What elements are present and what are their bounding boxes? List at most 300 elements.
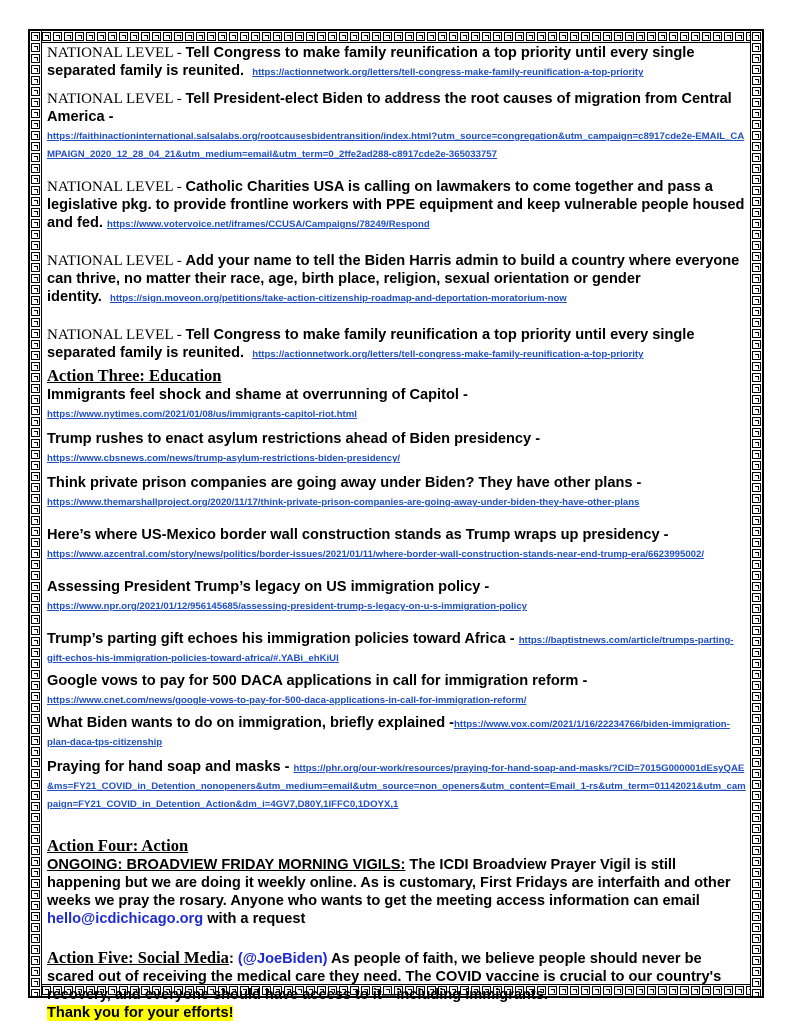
greek-key-motif (31, 725, 40, 734)
greek-key-motif (207, 32, 216, 41)
greek-key-motif (152, 32, 161, 41)
greek-key-motif (31, 98, 40, 107)
greek-key-motif (31, 186, 40, 195)
greek-key-motif (31, 87, 40, 96)
social-colon: : (228, 951, 238, 967)
national-item-4 (47, 252, 747, 306)
education-heading: Action Three: Education (47, 366, 222, 385)
greek-key-motif (339, 32, 348, 41)
greek-key-motif (31, 571, 40, 580)
greek-key-motif (702, 32, 711, 41)
greek-key-motif (31, 857, 40, 866)
thanks-note: Thank you for your efforts! (47, 1005, 234, 1021)
greek-key-motif (31, 736, 40, 745)
greek-key-motif (31, 604, 40, 613)
greek-key-motif (262, 32, 271, 41)
greek-key-motif (752, 131, 761, 140)
education-link[interactable]: https://www.npr.org/2021/01/12/956145685/assessing-president-trump-s-legacy-on-u-s-immigration-policy (47, 601, 528, 612)
vigil-text: The ICDI Broadview Prayer Vigil is still happening but we are doing it weekly online. As is customary, First Fridays are interfaith and other weeks we pray the rosary. Anyone who wants to get the meeting access information can email (47, 857, 731, 909)
greek-key-motif (752, 956, 761, 965)
greek-key-motif (31, 637, 40, 646)
greek-key-motif (31, 120, 40, 129)
greek-key-motif (515, 32, 524, 41)
greek-key-motif (31, 791, 40, 800)
greek-key-motif (471, 32, 480, 41)
greek-key-motif (752, 681, 761, 690)
greek-key-motif (752, 879, 761, 888)
greek-key-motif (31, 76, 40, 85)
greek-key-motif (548, 32, 557, 41)
greek-key-motif (31, 241, 40, 250)
social-handle[interactable]: (@JoeBiden) (237, 951, 328, 967)
greek-key-motif (31, 472, 40, 481)
greek-key-motif (31, 582, 40, 591)
greek-key-motif (691, 32, 700, 41)
greek-key-motif (752, 197, 761, 206)
greek-key-motif (31, 494, 40, 503)
greek-key-motif (625, 32, 634, 41)
greek-key-motif (31, 714, 40, 723)
greek-key-motif (752, 285, 761, 294)
greek-key-motif (752, 65, 761, 74)
greek-key-motif (752, 417, 761, 426)
greek-key-motif (752, 769, 761, 778)
greek-key-motif (31, 483, 40, 492)
education-item (47, 630, 747, 666)
education-link[interactable]: https://www.vox.com/2021/1/16/22234766/biden-immigration-plan-daca-tps-citizenship (47, 719, 730, 748)
greek-key-motif (752, 329, 761, 338)
greek-key-motif (31, 417, 40, 426)
greek-key-motif (752, 208, 761, 217)
greek-key-motif (31, 538, 40, 547)
greek-key-motif (460, 32, 469, 41)
greek-key-motif (647, 32, 656, 41)
social-paragraph (47, 948, 747, 1022)
greek-key-motif (31, 340, 40, 349)
greek-key-motif (31, 648, 40, 657)
greek-key-motif (752, 736, 761, 745)
greek-key-motif (752, 835, 761, 844)
greek-key-motif (752, 274, 761, 283)
greek-key-motif (752, 153, 761, 162)
greek-key-motif (526, 32, 535, 41)
greek-key-motif (752, 582, 761, 591)
national-text: Catholic Charities USA is calling on lawmakers to come together and pass a legislative pkg. to provide frontline workers with PPE equipment and keep vulnerable people housed and fed. (47, 179, 745, 231)
greek-key-motif (97, 32, 106, 41)
greek-key-motif (752, 593, 761, 602)
greek-key-motif (493, 32, 502, 41)
national-item-3 (47, 178, 747, 232)
greek-key-motif (752, 659, 761, 668)
greek-key-motif (752, 813, 761, 822)
greek-key-motif (328, 32, 337, 41)
greek-key-motif (350, 32, 359, 41)
greek-key-motif (31, 252, 40, 261)
greek-key-motif (752, 32, 761, 41)
greek-key-motif (31, 65, 40, 74)
greek-key-motif (752, 802, 761, 811)
education-item (47, 430, 747, 466)
greek-key-motif (614, 32, 623, 41)
greek-key-motif (752, 857, 761, 866)
greek-key-motif (108, 32, 117, 41)
social-heading: Action Five: Social Media (47, 948, 229, 967)
greek-key-motif (752, 186, 761, 195)
greek-key-motif (31, 428, 40, 437)
education-item (47, 758, 747, 812)
education-item (47, 578, 747, 614)
greek-key-motif (752, 703, 761, 712)
greek-key-motif (752, 527, 761, 536)
greek-key-motif (752, 571, 761, 580)
greek-key-motif (559, 32, 568, 41)
greek-key-motif (31, 329, 40, 338)
greek-key-motif (752, 384, 761, 393)
national-label: NATIONAL LEVEL - (47, 327, 186, 343)
greek-key-motif (229, 32, 238, 41)
greek-key-motif (31, 527, 40, 536)
national-label: NATIONAL LEVEL - (47, 45, 186, 61)
education-item (47, 714, 747, 750)
greek-key-motif (416, 32, 425, 41)
greek-key-motif (31, 54, 40, 63)
greek-key-motif (31, 43, 40, 52)
greek-key-motif (284, 32, 293, 41)
greek-key-motif (31, 890, 40, 899)
greek-key-motif (295, 32, 304, 41)
greek-key-motif (752, 395, 761, 404)
greek-key-motif (141, 32, 150, 41)
education-item (47, 526, 747, 562)
greek-key-motif (752, 824, 761, 833)
greek-key-motif (752, 637, 761, 646)
greek-key-motif (361, 32, 370, 41)
greek-key-motif (31, 142, 40, 151)
greek-key-motif (130, 32, 139, 41)
greek-key-motif (273, 32, 282, 41)
national-link[interactable]: https://faithinactioninternational.salsalabs.org/rootcausesbidentransition/index.html?utm_source=congregation&utm_campaign=c8917cde2e-EMAIL_CAMPAIGN_2020_12_28_04_21&utm_medium=email&utm_term=0_2ffe2ad288-c8917cde2e-365033757 (47, 131, 745, 160)
national-text: Tell Congress to make family reunification a top priority until every single separated family is reunited. (47, 327, 695, 361)
greek-key-motif (405, 32, 414, 41)
greek-key-motif (752, 340, 761, 349)
greek-key-motif (581, 32, 590, 41)
greek-key-motif (185, 32, 194, 41)
greek-key-motif (372, 32, 381, 41)
greek-key-motif (752, 472, 761, 481)
vigil-tail: with a request (203, 911, 306, 927)
greek-key-motif (636, 32, 645, 41)
greek-key-motif (31, 747, 40, 756)
greek-key-motif (31, 846, 40, 855)
greek-key-motif (31, 307, 40, 316)
greek-key-motif (31, 362, 40, 371)
greek-key-motif (658, 32, 667, 41)
education-item (47, 672, 747, 708)
greek-key-motif (31, 263, 40, 272)
greek-key-motif (31, 439, 40, 448)
greek-key-motif (31, 780, 40, 789)
greek-key-motif (592, 32, 601, 41)
greek-key-motif (31, 802, 40, 811)
greek-key-motif (31, 758, 40, 767)
greek-key-motif (31, 406, 40, 415)
greek-key-motif (64, 32, 73, 41)
greek-key-motif (713, 32, 722, 41)
education-text: What Biden wants to do on immigration, briefly explained - (47, 715, 455, 731)
greek-key-motif (482, 32, 491, 41)
greek-key-motif (752, 780, 761, 789)
education-link[interactable]: https://www.themarshallproject.org/2020/11/17/think-private-prison-companies-are-going-away-under-biden-they-have-other-plans (47, 497, 640, 508)
greek-key-motif (31, 989, 40, 996)
greek-key-motif (603, 32, 612, 41)
greek-key-motif (680, 32, 689, 41)
education-link[interactable]: https://www.nytimes.com/2021/01/08/us/immigrants-capitol-riot.html (47, 409, 357, 420)
national-item-1 (47, 44, 747, 80)
greek-key-motif (752, 351, 761, 360)
greek-key-motif (75, 32, 84, 41)
greek-key-motif (570, 32, 579, 41)
greek-key-motif (31, 835, 40, 844)
greek-key-motif (31, 659, 40, 668)
greek-key-motif (752, 989, 761, 996)
education-link[interactable]: https://baptistnews.com/article/trumps-parting-gift-echos-his-immigration-policies-toward-africa/#.YABi_ehKiUl (47, 635, 734, 664)
action-paragraph (47, 856, 747, 928)
education-link[interactable]: https://phr.org/our-work/resources/praying-for-hand-soap-and-masks/?CID=7015G000001dEsyQAE&ms=FY21_COVID_in_Detention_nonopeners&utm_medium=email&utm_source=non_openers&utm_content=Email_1-rs&utm_term=01142021&utm_campaign=FY21_COVID_in_Detention_Action&dm_i=4GV7,D80Y,1IFFC0,1DOYX,1 (47, 763, 746, 810)
greek-key-motif (752, 120, 761, 129)
greek-key-motif (752, 549, 761, 558)
greek-key-motif (752, 439, 761, 448)
action-heading: Action Four: Action (47, 836, 189, 855)
greek-key-motif (31, 230, 40, 239)
greek-key-motif (752, 714, 761, 723)
greek-key-motif (31, 967, 40, 976)
national-link[interactable]: https://sign.moveon.org/petitions/take-action-citizenship-roadmap-and-deportation-moratorium-now (109, 293, 567, 304)
greek-key-motif (31, 560, 40, 569)
greek-key-motif (31, 274, 40, 283)
greek-key-motif (31, 395, 40, 404)
border-right (750, 31, 762, 996)
greek-key-motif (752, 615, 761, 624)
greek-key-motif (752, 43, 761, 52)
greek-key-motif (31, 626, 40, 635)
greek-key-motif (752, 758, 761, 767)
education-text: Immigrants feel shock and shame at overrunning of Capitol - (47, 387, 468, 403)
greek-key-motif (752, 241, 761, 250)
border-top (30, 31, 762, 43)
greek-key-motif (752, 142, 761, 151)
greek-key-motif (537, 32, 546, 41)
greek-key-motif (53, 32, 62, 41)
greek-key-motif (752, 505, 761, 514)
social-text: As people of faith, we believe people should never be scared out of receiving the medical care they need. The COVID vaccine is crucial to our country's recovery, and everyone should have access to it—including immigrants. (47, 951, 722, 1003)
greek-key-motif (31, 769, 40, 778)
greek-key-motif (752, 725, 761, 734)
national-text: Tell Congress to make family reunification a top priority until every single separated family is reunited. (47, 45, 695, 79)
greek-key-motif (752, 406, 761, 415)
greek-key-motif (752, 428, 761, 437)
education-text: Trump rushes to enact asylum restrictions ahead of Biden presidency - (47, 431, 541, 447)
greek-key-motif (31, 373, 40, 382)
greek-key-motif (306, 32, 315, 41)
national-link[interactable]: https://actionnetwork.org/letters/tell-congress-make-family-reunification-a-top-priority (252, 67, 644, 78)
education-text: Think private prison companies are going away under Biden? They have other plans - (47, 475, 642, 491)
greek-key-motif (752, 483, 761, 492)
greek-key-motif (31, 934, 40, 943)
greek-key-motif (752, 461, 761, 470)
greek-key-motif (42, 32, 51, 41)
greek-key-motif (31, 32, 40, 41)
greek-key-motif (31, 450, 40, 459)
education-text: Praying for hand soap and masks - (47, 759, 290, 775)
greek-key-motif (86, 32, 95, 41)
greek-key-motif (449, 32, 458, 41)
national-label: NATIONAL LEVEL - (47, 253, 186, 269)
greek-key-motif (31, 384, 40, 393)
greek-key-motif (317, 32, 326, 41)
greek-key-motif (752, 230, 761, 239)
greek-key-motif (163, 32, 172, 41)
education-link[interactable]: https://www.cbsnews.com/news/trump-asylum-restrictions-biden-presidency/ (47, 453, 401, 464)
education-text: Assessing President Trump’s legacy on US immigration policy - (47, 579, 490, 595)
greek-key-motif (752, 175, 761, 184)
greek-key-motif (752, 54, 761, 63)
greek-key-motif (752, 76, 761, 85)
greek-key-motif (752, 296, 761, 305)
greek-key-motif (31, 681, 40, 690)
greek-key-motif (31, 824, 40, 833)
national-text: Add your name to tell the Biden Harris admin to build a country where everyone can thrive, no matter their race, age, birth place, religion, sexual orientation or gender identity. (47, 253, 740, 305)
greek-key-motif (196, 32, 205, 41)
greek-key-motif (31, 956, 40, 965)
greek-key-motif (31, 912, 40, 921)
greek-key-motif (31, 208, 40, 217)
greek-key-motif (394, 32, 403, 41)
greek-key-motif (31, 461, 40, 470)
national-link[interactable]: https://www.votervoice.net/iframes/CCUSA/Campaigns/78249/Respond (107, 219, 430, 230)
greek-key-motif (752, 978, 761, 987)
greek-key-motif (31, 351, 40, 360)
greek-key-motif (752, 846, 761, 855)
greek-key-motif (669, 32, 678, 41)
greek-key-motif (752, 901, 761, 910)
greek-key-motif (31, 197, 40, 206)
greek-key-motif (31, 615, 40, 624)
national-label: NATIONAL LEVEL - (47, 179, 186, 195)
border-left (30, 31, 42, 996)
greek-key-motif (752, 945, 761, 954)
greek-key-motif (31, 153, 40, 162)
greek-key-motif (31, 593, 40, 602)
greek-key-motif (31, 978, 40, 987)
national-text: Tell President-elect Biden to address the root causes of migration from Central America - (47, 91, 732, 125)
greek-key-motif (438, 32, 447, 41)
greek-key-motif (427, 32, 436, 41)
greek-key-motif (251, 32, 260, 41)
greek-key-motif (752, 373, 761, 382)
greek-key-motif (752, 868, 761, 877)
vigil-lead: ONGOING: BROADVIEW FRIDAY MORNING VIGILS: (47, 857, 406, 873)
greek-key-motif (752, 967, 761, 976)
greek-key-motif (174, 32, 183, 41)
greek-key-motif (752, 538, 761, 547)
greek-key-motif (31, 505, 40, 514)
greek-key-motif (31, 879, 40, 888)
greek-key-motif (752, 164, 761, 173)
greek-key-motif (752, 890, 761, 899)
greek-key-motif (31, 296, 40, 305)
greek-key-motif (752, 670, 761, 679)
page-content (47, 44, 747, 1032)
education-item (47, 386, 747, 422)
greek-key-motif (752, 912, 761, 921)
greek-key-motif (31, 923, 40, 932)
national-label: NATIONAL LEVEL - (47, 91, 186, 107)
greek-key-motif (752, 98, 761, 107)
greek-key-motif (735, 32, 744, 41)
greek-key-motif (752, 791, 761, 800)
greek-key-motif (31, 285, 40, 294)
greek-key-motif (752, 252, 761, 261)
national-link[interactable]: https://actionnetwork.org/letters/tell-congress-make-family-reunification-a-top-priority (252, 349, 644, 360)
education-link[interactable]: https://www.azcentral.com/story/news/politics/border-issues/2021/01/11/where-border-wall-construction-stands-near-end-trump-era/6623995002/ (47, 549, 705, 560)
education-text: Trump’s parting gift echoes his immigration policies toward Africa - (47, 631, 515, 647)
education-link[interactable]: https://www.cnet.com/news/google-vows-to-pay-for-500-daca-applications-in-call-for-immigration-reform/ (47, 695, 527, 706)
greek-key-motif (752, 494, 761, 503)
greek-key-motif (31, 549, 40, 558)
greek-key-motif (31, 813, 40, 822)
greek-key-motif (752, 747, 761, 756)
greek-key-motif (31, 516, 40, 525)
greek-key-motif (752, 109, 761, 118)
greek-key-motif (752, 560, 761, 569)
greek-key-motif (752, 934, 761, 943)
greek-key-motif (31, 901, 40, 910)
greek-key-motif (752, 87, 761, 96)
education-item (47, 474, 747, 510)
greek-key-motif (504, 32, 513, 41)
greek-key-motif (752, 450, 761, 459)
greek-key-motif (752, 516, 761, 525)
greek-key-motif (31, 703, 40, 712)
greek-key-motif (119, 32, 128, 41)
greek-key-motif (31, 131, 40, 140)
greek-key-motif (752, 604, 761, 613)
greek-key-motif (31, 670, 40, 679)
greek-key-motif (31, 175, 40, 184)
greek-key-motif (752, 923, 761, 932)
greek-key-motif (752, 362, 761, 371)
greek-key-motif (752, 307, 761, 316)
greek-key-motif (31, 692, 40, 701)
email-link[interactable]: hello@icdichicago.org (47, 911, 204, 927)
greek-key-motif (31, 219, 40, 228)
greek-key-motif (240, 32, 249, 41)
greek-key-motif (218, 32, 227, 41)
greek-key-motif (752, 692, 761, 701)
greek-key-motif (752, 318, 761, 327)
greek-key-motif (31, 318, 40, 327)
greek-key-motif (752, 263, 761, 272)
greek-key-motif (31, 164, 40, 173)
greek-key-motif (724, 32, 733, 41)
greek-key-motif (31, 868, 40, 877)
national-item-2 (47, 90, 747, 162)
greek-key-motif (31, 945, 40, 954)
greek-key-motif (752, 648, 761, 657)
education-text: Google vows to pay for 500 DACA applications in call for immigration reform - (47, 673, 588, 689)
greek-key-motif (752, 626, 761, 635)
greek-key-motif (383, 32, 392, 41)
